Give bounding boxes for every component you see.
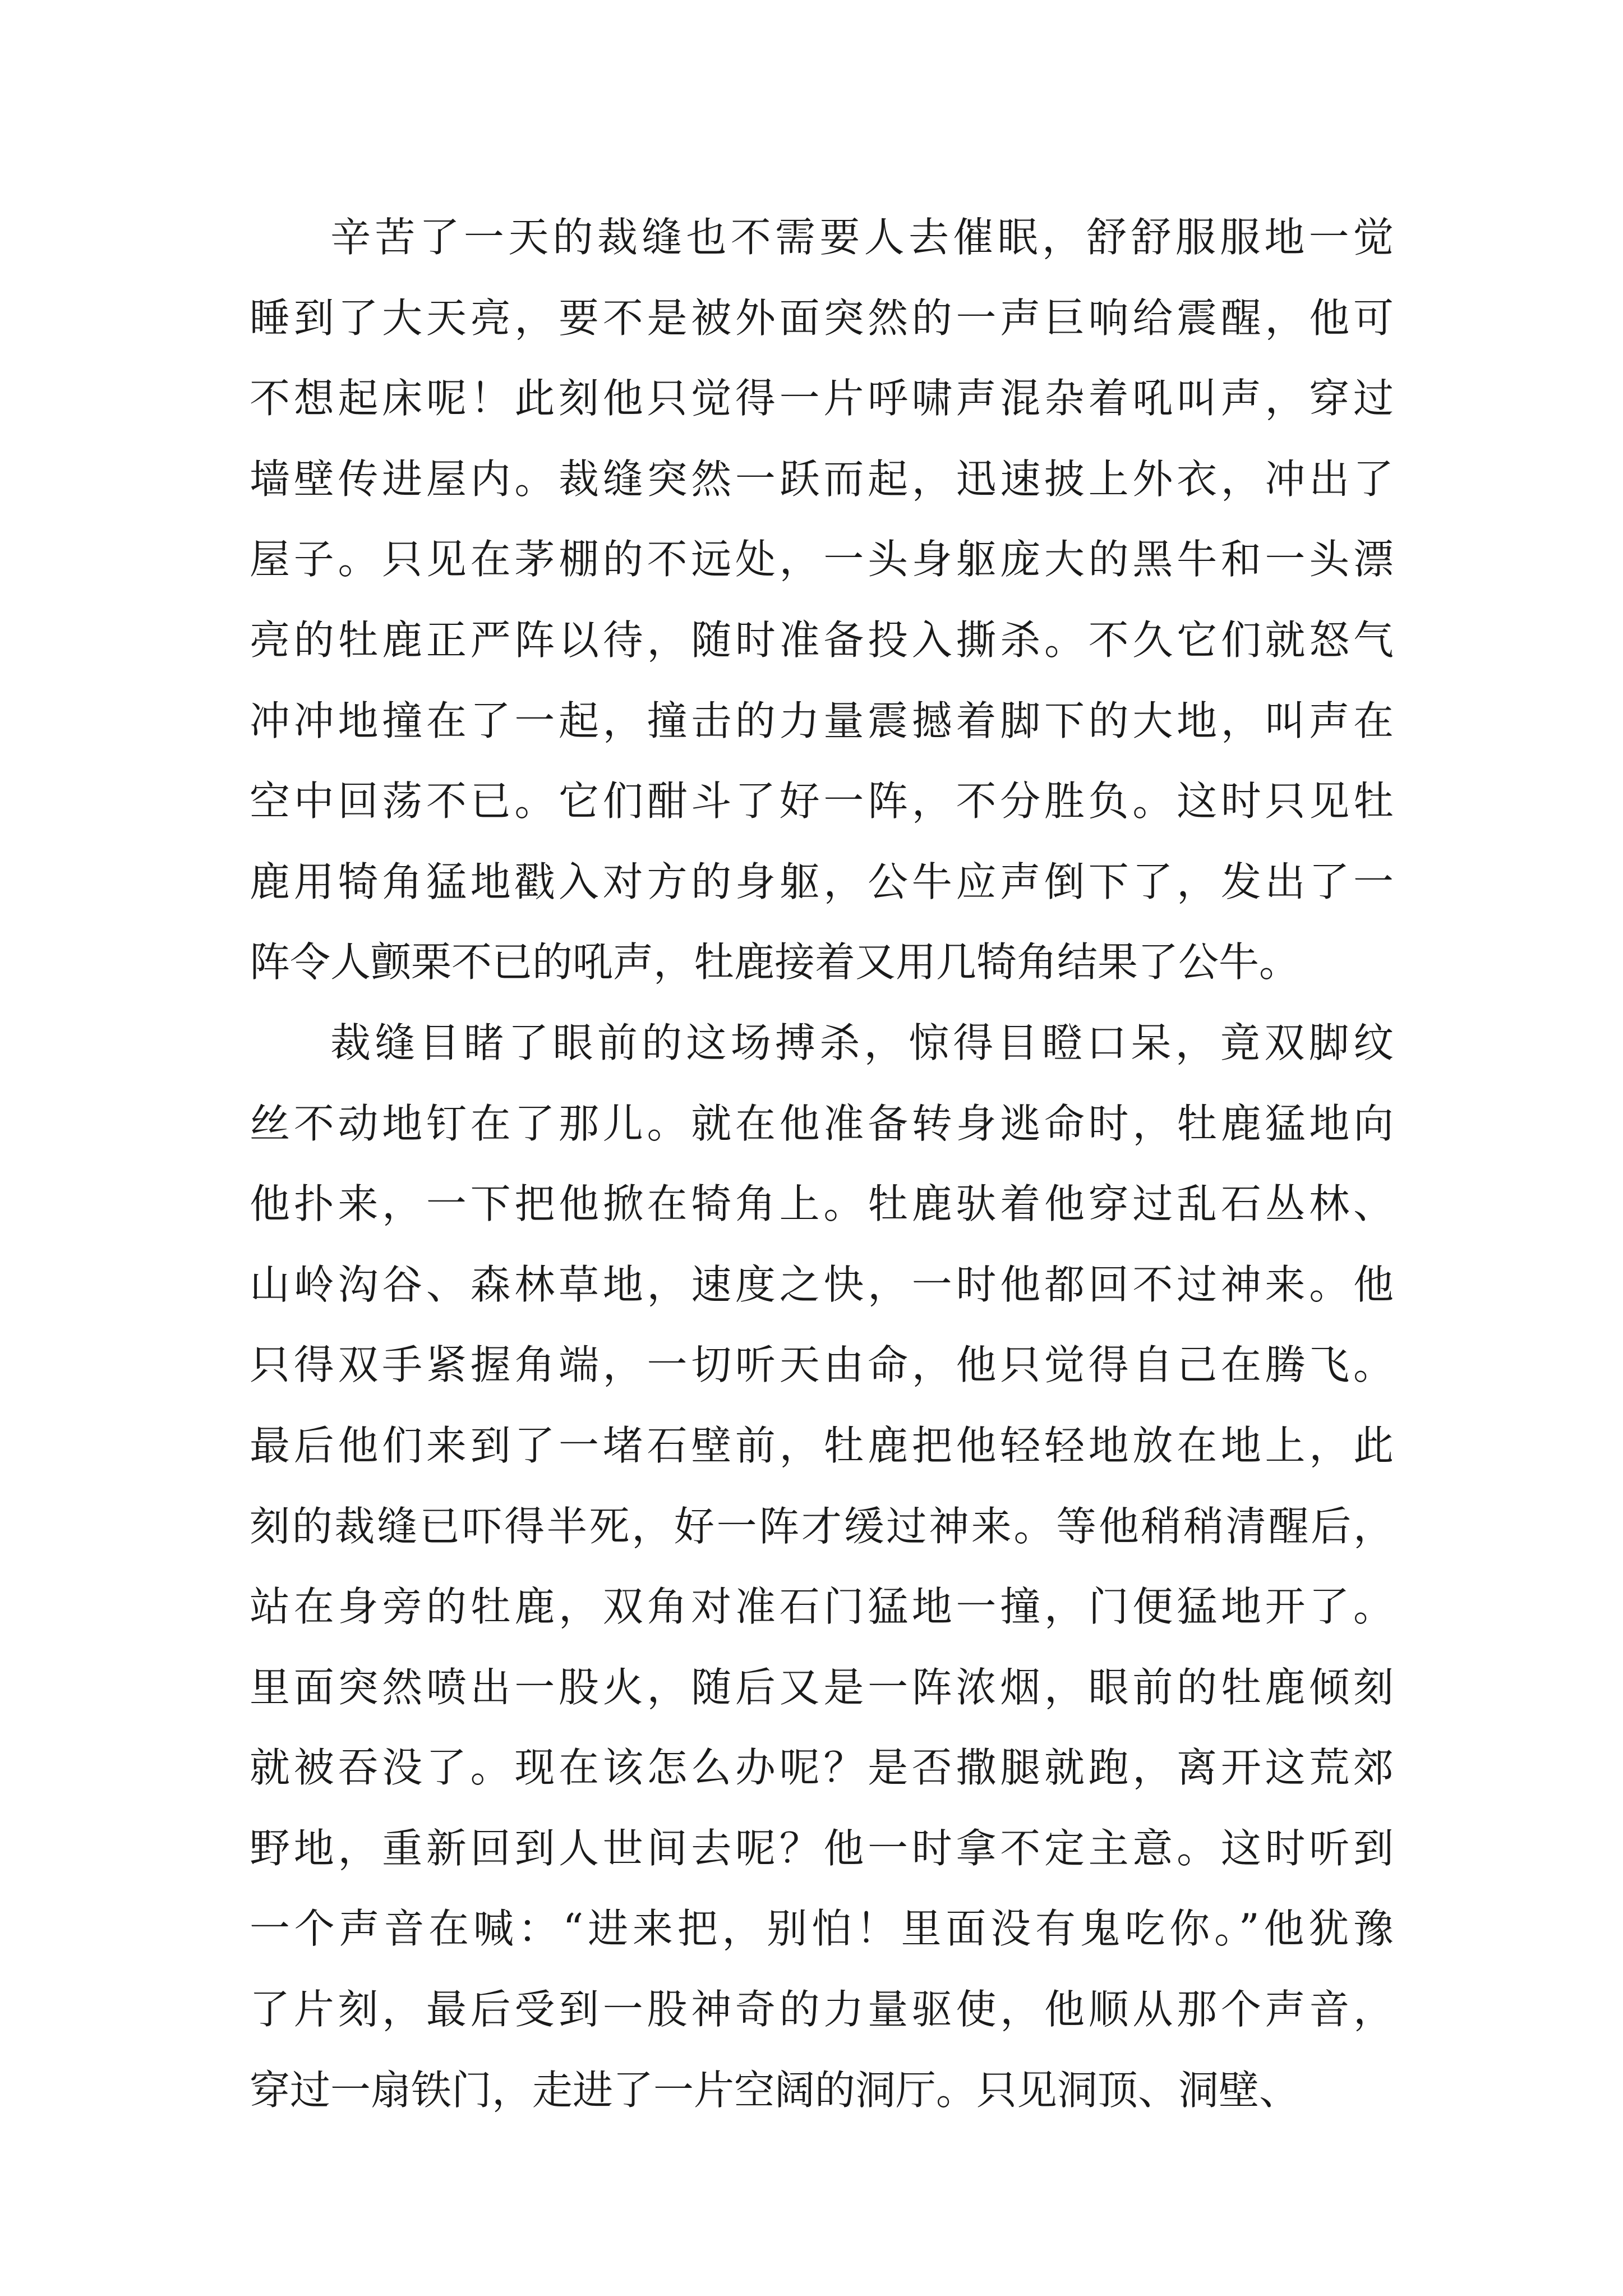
text-line: 墙壁传进屋内。裁缝突然一跃而起，迅速披上外衣，冲出了 <box>250 455 1394 503</box>
text-line: 亮的牡鹿正严阵以待，随时准备投入撕杀。不久它们就怒气 <box>250 616 1394 664</box>
text-line: 鹿用犄角猛地戳入对方的身躯，公牛应声倒下了，发出了一 <box>250 858 1394 905</box>
text-line: 空中回荡不已。它们酣斗了好一阵，不分胜负。这时只见牡 <box>250 777 1394 825</box>
text-line: 屋子。只见在茅棚的不远处，一头身躯庞大的黑牛和一头漂 <box>250 536 1394 583</box>
paragraph-1 <box>250 197 1394 1003</box>
text-line: 不想起床呢！此刻他只觉得一片呼啸声混杂着吼叫声，穿过 <box>250 375 1394 422</box>
text-line: 了片刻，最后受到一股神奇的力量驱使，他顺从那个声音， <box>250 1986 1394 2033</box>
text-line: 站在身旁的牡鹿，双角对准石门猛地一撞，门便猛地开了。 <box>250 1583 1394 1631</box>
text-line: 穿过一扇铁门，走进了一片空阔的洞厅。只见洞顶、洞壁、 <box>250 2066 1300 2114</box>
text-line: 丝不动地钉在了那儿。就在他准备转身逃命时，牡鹿猛地向 <box>250 1099 1394 1147</box>
text-line: 睡到了大天亮，要不是被外面突然的一声巨响给震醒，他可 <box>250 294 1394 342</box>
text-line: 一个声音在喊：“进来把，别怕！里面没有鬼吃你。”他犹豫 <box>250 1905 1394 1953</box>
text-line: 冲冲地撞在了一起，撞击的力量震撼着脚下的大地，叫声在 <box>250 697 1394 744</box>
text-line: 里面突然喷出一股火，随后又是一阵浓烟，眼前的牡鹿倾刻 <box>250 1663 1394 1711</box>
text-line: 刻的裁缝已吓得半死，好一阵才缓过神来。等他稍稍清醒后， <box>250 1502 1394 1550</box>
body-text <box>250 197 1394 2131</box>
text-line: 阵令人颤栗不已的吼声，牡鹿接着又用几犄角结果了公牛。 <box>250 938 1300 986</box>
text-line: 裁缝目睹了眼前的这场搏杀，惊得目瞪口呆，竟双脚纹 <box>330 1019 1394 1066</box>
text-line: 他扑来，一下把他掀在犄角上。牡鹿驮着他穿过乱石丛林、 <box>250 1180 1394 1228</box>
text-line: 最后他们来到了一堵石壁前，牡鹿把他轻轻地放在地上，此 <box>250 1421 1394 1469</box>
paragraph-2 <box>250 1003 1394 2131</box>
text-line: 山岭沟谷、森林草地，速度之快，一时他都回不过神来。他 <box>250 1260 1394 1308</box>
text-line: 就被吞没了。现在该怎么办呢？是否撒腿就跑，离开这荒郊 <box>250 1744 1394 1792</box>
text-line: 辛苦了一天的裁缝也不需要人去催眠，舒舒服服地一觉 <box>330 214 1394 261</box>
text-line: 只得双手紧握角端，一切听天由命，他只觉得自己在腾飞。 <box>250 1341 1394 1389</box>
text-line: 野地，重新回到人世间去呢？他一时拿不定主意。这时听到 <box>250 1824 1394 1872</box>
